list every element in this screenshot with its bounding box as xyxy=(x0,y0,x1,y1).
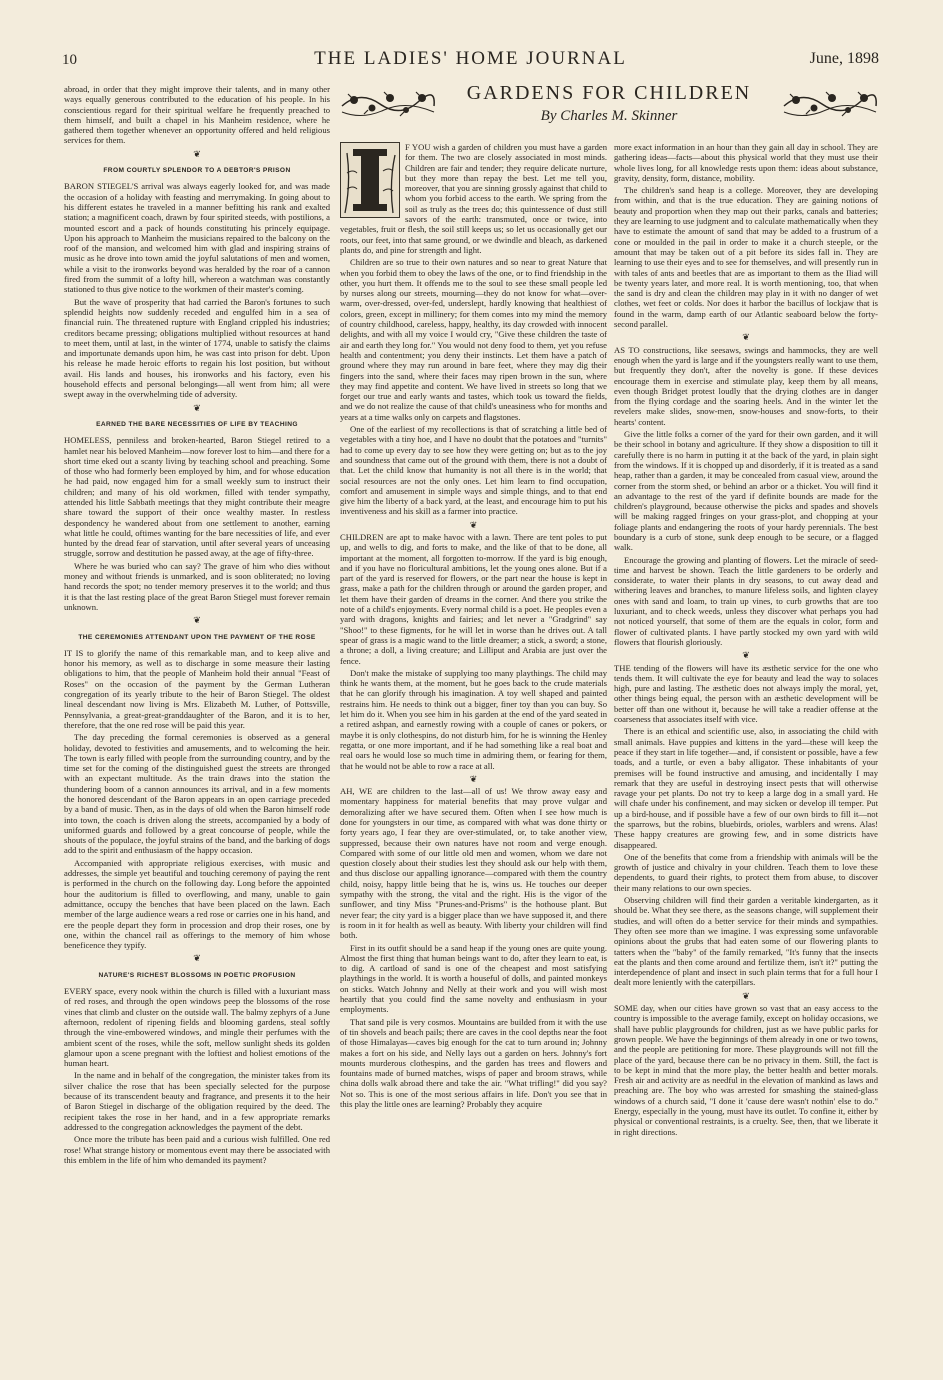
paragraph: One of the earliest of my recollections is that of scratching a little bed of vegetables with a tiny hoe, and I have no doubt that the potatoes and "turnits" had to come up every day to see how they were getting on; but as to the joy and soundness that came out of the ground with them, there is not a doubt of that. Let the child know that humanity is not all there is in the world; that social resources are not the only ones. Let him learn to find occupation, comfort and amusement in simple ways and simple things, and to that end give him the liberty of a back yard, at the least, and encourage him to put his inventiveness and his skill as a farmer into practice. xyxy=(340,424,607,517)
paragraph: THE tending of the flowers will have its æsthetic service for the one who tends them. It will cultivate the eye for beauty and lead the way to solaces high, pure and lasting. The æsthetic does not always imply the moral, yet, other things being equal, the person with an æsthetic development will be better off than one without it, because he will take a readier offense at the coarseness that associates itself with vice. xyxy=(614,662,878,725)
paragraph: The day preceding the formal ceremonies is observed as a general holiday, devoted to festivities and amusements, and to welcoming the heir. The town is early filled with people from the surrounding country, and by the time set for the coming of the distinguished guest the streets are thronged with an expectant multitude. As the train draws into the station the thundering boom of a cannon announces its arrival, and in a few moments the honored descendant of the Baron appears in an open carriage preceded by a band of music. Then, as in the days of old when the Baron himself rode into town, the coach is driven along the streets, accompanied by a body of uniformed guards and followed by a great concourse of people, while the shouts of the populace, the joyful strains of the band, and the barking of dogs add to the spirit and enthusiasm of the happy occasion. xyxy=(64,732,330,856)
ornament-icon: ❦ xyxy=(469,773,478,784)
subhead: THE CEREMONIES ATTENDANT UPON THE PAYMENT OF THE ROSE xyxy=(78,633,316,641)
page-number: 10 xyxy=(62,52,77,68)
article-title-block xyxy=(340,82,878,138)
paragraph: First in its outfit should be a sand heap if the young ones are quite young. Almost the first thing that human beings want to do, after they learn to eat, is to dig. A cartload of sand is one of the cheapest and most satisfying playthings in the world. It is worth a houseful of dolls, and painted monkeys on sticks. Watch Johnny and Nelly at their work and you will wish most heartily that you could find the same novelty and enthusiasm in your employments. xyxy=(340,942,607,1015)
paragraph: Give the little folks a corner of the yard for their own garden, and it will be their school in botany and agriculture. If they show a disposition to till it carefully there is no harm in putting it at the back of the yard, in plain sight from the windows. If it is chopped up and disorderly, if it is treated as a sand heap, rather than a garden, it may be concealed from casual view, around the corner from the storm shed, or behind an arbor or a thicket. You will find it an advantage to the rest of the yard if definite bounds are made for the children's playground, because otherwise the picks and spades and shovels will be making ragged fringes on your grass-plot, and chopping at your foliage plants and endangering the roots of your hardy perennials. The best boundary is a curb of stone, sunk deep enough to be secure, or a flagged walk. xyxy=(614,429,878,553)
ornament-icon: ❦ xyxy=(193,402,201,413)
paragraph: AS TO constructions, like seesaws, swings and hammocks, they are well enough when the yard is large and if the youngsters really want to use them, but frequently they don't, after the novelty is gone. If these devices encourage them in exercise and stimulate play, keep them by all means, even though Bridget protest loudly that the drying clothes are in danger from the flying cordage and the soaring heels. And in the winter let the revelers make slides, snow-men, snow-houses and snow-forts, to their hearts' content. xyxy=(614,344,878,427)
paragraph: Children are so true to their own natures and so near to great Nature that when you forbid them to obey the laws of the one, or to find friendship in the other, you hurt them. It offends me to the soul to see these small people led by nurses along our streets, mourning—they do not know for what—over-warm, over-dressed, over-fed, underslept, hardly knowing that healthiest of colors, green, except in millinery; for them comes into my mind the memory of country childhood, careless, happy, healthy, its day crowded with innocent delights, and with all my voice I would cry, "Give these children the taste of air and earth they long for." You would not deny food to them, yet you refuse health and contentment; you deny their instincts. Let them have a patch of ground where they may run around in bare feet, where they may dig their fingers into the sand, where their faces may ripen brown in the sun, where they may find appetite and content. We have lived in streets so long that we forget our true and early wants and tastes, which took us toward the fields, and we do not realize the cause of that child's uneasiness who for months and years at a time walks only on carpets and flagstones. xyxy=(340,257,607,422)
paragraph: But the wave of prosperity that had carried the Baron's fortunes to such splendid heights now suddenly receded and engulfed him in a sea of financial ruin. The threatened rupture with England crippled his industries; creditors became pressing; obligations multiplied without resources at hand to meet them, until at last, in the winter of 1774, unable to satisfy the claims and importunate demands upon him, he was cast into prison for debt. Upon his release he made heroic efforts to regain his lost position, but without avail. His lands and houses, his ironworks and his factory, even his household effects and personal belongings—all went from him; all were swept away in the overwhelming tide of adversity. xyxy=(64,296,330,400)
paragraph: AH, WE are children to the last—all of us! We throw away easy and momentary happiness for material benefits that may prove vulgar and demoralizing after we have secured them. Often when I see how much is done for youngsters in our time, as compared with what was done thirty or forty years ago, I fear they are over-stimulated, or, to take another view, suppressed, because their own natures have not room and verge enough. Compared with some of our little old men and women, whom we dare not question closely about their studies lest they should ask our help with them, and thus disclose our appalling ignorance—compared with them the country child, noisy, happy little being that he is, wins us. He touches our deeper sympathy with the strong, the vital and the right. His is the vigor of the sunflower, and tiny Miss "Prunes-and-Prisms" is the hothouse plant. But never fear; the city yard is a bigger place than we have supposed it, and there is room in it for health as well as beauty. With liberty your children will find both. xyxy=(340,786,607,941)
left-column xyxy=(64,84,330,1284)
middle-column xyxy=(340,142,607,1312)
ornament-icon: ❦ xyxy=(193,953,201,964)
paragraph: HOMELESS, penniless and broken-hearted, Baron Stiegel retired to a hamlet near his beloved Manheim—now forever lost to him—and there for a short time eked out a scanty living by teaching school and preaching. Some of those who had formerly been employed by him, and for whose education he had paid, now engaged him for a small weekly sum to instruct their children; and many of his old workmen, filled with tender sympathy, attended his little Sabbath meetings that they might contribute their meagre share toward the support of their once wealthy master. In restless despondency he wandered about from one settlement to another, earning what little he could, oftimes wanting for the bare necessities of life, and ever hunted by the dread fear of starvation, until after several years of unceasing struggle, sorrow and destitution he passed away, at the age of fifty-three. xyxy=(64,435,330,559)
paragraph: more exact information in an hour than they gain all day in school. They are gathering ideas—facts—about this physical world that they must use their whole lives long, for all knowledge rests upon them: ideas about substance, gravity, density, form, distance, mobility. xyxy=(614,142,878,183)
ornament-icon: ❦ xyxy=(742,650,750,661)
floral-vine-ornament-icon xyxy=(782,86,878,120)
ornament-icon: ❦ xyxy=(469,519,478,530)
paragraph: IT IS to glorify the name of this remarkable man, and to keep alive and honor his memory, as well as to discharge in some measure their lasting obligations to him, that the people of Manheim hold their annual "Feast of Roses" on the occasion of the payment by the German Lutheran congregation of its yearly tribute to the heir of Baron Stiegel. The oldest lineal descendant now living is Mrs. Elizabeth M. Luther, of Pottsville, Pennsylvania, a great-great-granddaughter of the Baron, and it is to her, therefore, that the one red rose will be paid this year. xyxy=(64,647,330,730)
illustrated-initial-i-icon xyxy=(340,142,400,218)
ornament-icon: ❦ xyxy=(193,615,201,626)
ornament-icon: ❦ xyxy=(742,332,750,343)
paragraph: Encourage the growing and planting of flowers. Let the miracle of seed-time and harvest be shown. Teach the little gardeners to be orderly and considerate, to water their plants in dry seasons, to cut away dead and withering leaves and branches, to manure lifeless soils, and lighten clayey ones with sand and loam, to train up vines, to curb growths that are too luxuriant, and to check weeds, unless they discover what perhaps you had not noticed yourself, that some of them are the equals in color, form and flower of cultivated plants. I have partly stocked my own yard with wild flowers that flourish gloriously. xyxy=(614,554,878,647)
paragraph: abroad, in order that they might improve their talents, and in many other ways equally generous contributed to the education of his people. In his conscientious regard for their spiritual welfare he frequently preached to them himself, and built a chapel in his Manheim residence, where he gathered them together whenever an opportunity offered and held religious services for them. xyxy=(64,84,330,146)
masthead: THE LADIES' HOME JOURNAL xyxy=(314,48,627,69)
paragraph: CHILDREN are apt to make havoc with a lawn. There are tent poles to put up, and wells to dig, and forts to make, and the like of that to be done, all important at the moment, all forgotten to-morrow. If the yard is big enough, and if you have no floricultural ambitions, let the young ones alone. But if a part of the yard is reserved for flowers, or the part near the house is kept in grass, make a path for the children through or around the garden proper, and let them have their garden of dreams in the corner. And there you strike the note of a child's enjoyments. Every normal child is a poet. He peoples even a yard with dragons, knights and fairies; and let never a "Gradgrind" say "Shoo!" to these figments, for he will let in worse than he drives out. A tall spear of grass is a magic wand to the little dreamer; a stick, a sword; a stone, a throne; a doll, a living creature; and Lilliput and Arabia are just over the fence. xyxy=(340,531,607,666)
paragraph: Where he was buried who can say? The grave of him who dies without money and without friends is unmarked, and is soon obliterated; no loving hand records the spot; no tender memory preserves it to the world; and thus it is that the last resting place of the great Baron Stiegel must forever remain unknown. xyxy=(64,560,330,612)
paragraph: F YOU wish a garden of children you must have a garden for them. The two are closely associated in most minds. Children are fair and tender; they require delicate nurture, but they more than repay the best. Let me tell you, moreover, that you are sinning grossly against that child to whom you forbid access to the earth. We spring from the soil as truly as the trees do; this quintessence of dust still savors of the earth: transmuted, once or twice, into vegetables, fruit or flesh, the soil still keeps us; so let us occasionally get our roots, our feet, into that same ground, or we dwindle and bleach, as darkened plants do, and pine for strength and light. xyxy=(340,142,607,255)
page-header xyxy=(62,48,879,76)
article-title: GARDENS FOR CHILDREN xyxy=(466,82,752,104)
paragraph: That sand pile is very cosmos. Mountains are builded from it with the use of tin shovels and beach pails; there are caves in the cool depths near the foot of those Himalayas—caves big enough for the cat to turn around in; Johnny makes a fort on his side, and Nelly lays out a garden on hers. Johnny's fort mounts murderous clothespins, and the garden has trees and flowers and fountains made of burned matches, wisps of paper and broom straws, while china dolls walk abroad there and take the air. "What trifling!" did you say? Not so. This is one of the most serious affairs in life. Don't you see that in this play the little ones are learning? Probably they acquire xyxy=(340,1016,607,1110)
paragraph: There is an ethical and scientific use, also, in associating the child with small animals. Have puppies and kittens in the yard—these will keep the peace if they start in life together—and, if consistent or possible, have a few toads, and a turtle, or even a baby alligator. These inhabitants of your premises will be found instructive and amusing, and incidentally I may remark that they are useful in destroying insect pests that will otherwise ravage your pet plants. Do not try to keep a large dog in a small yard. He will chafe under his confinement, and may sicken or develop ill temper. Put up a bird-house, and if possible have a few of our own birds to fill it—not the sparrows, but the robins, bluebirds, orioles, warblers and wrens. Alas! These happy creatures are growing few, and in some districts have disappeared. xyxy=(614,726,878,850)
paragraph: EVERY space, every nook within the church is filled with a luxuriant mass of red roses, and through the open windows peep the blossoms of the rose vines that climb and cluster on the outside wall. The balmy zephyrs of a June afternoon, redolent of ripening fields and blooming gardens, steal softly through the vine-embowered windows, and mingle their perfumes with the ambient scent of the roses, while the soft, mellow sunlight sheds its golden glamour upon a scene pregnant with the loftiest and holiest emotions of the human heart. xyxy=(64,986,330,1069)
paragraph: Don't make the mistake of supplying too many playthings. The child may think he wants them, at the moment, but he goes back to the crude materials that he can glorify through his imagination. A toy well shaped and painted restrains him. He needs to think out a bigger, finer toy than you can buy. So let him do it. When you see him in his garden at the end of the yard seated in a retired ashpan, and earnestly rowing with a couple of canes or pokers, or maybe it is only clothespins, do not disturb him, for he is winning the Henley regatta, or one more important, and if he had something like a real boat and real oars he would lose so much time in admiring them, or fearing for them, that he would not be able to row a race at all. xyxy=(340,667,607,771)
paragraph: The children's sand heap is a college. Moreover, they are developing from within, and that is the true education. They are gaining notions of beauty and proportion when they map out their parks, canals and batteries; they are learning to use judgment and to calculate mathematically when they have to estimate the amount of sand that may be added to a frustrum of a cone or moulded in the pail in order to make it a church steeple, or the amount that may be taken out of a pit before its sides fall in. They are learning to use their eyes and to see for themselves, and will presently run in with tales of ants and beetles that are as important to them as the Iliad will be twenty years later, and more real. It is worth mentioning, too, that when the sand is dry and clean the children may play in it with no danger of wet clothes, wet feet or colds. Nor does it harbor the bacillus of lockjaw that is found in the warm, damp earth of our Atlantic seaboard below the forty-second parallel. xyxy=(614,185,878,330)
floral-vine-ornament-icon xyxy=(340,86,436,120)
issue-date: June, 1898 xyxy=(809,50,879,67)
paragraph: In the name and in behalf of the congregation, the minister takes from its silver chalice the rose that has been specially selected for the purpose because of its transcendent beauty and fragrance, and presents it to the heir of Baron Stiegel in discharge of the obligation required by the deed. The recipient takes the rose in her hand, and in a few appropriate remarks addressed to the congregation acknowledges the payment of the debt. xyxy=(64,1070,330,1132)
right-column xyxy=(614,142,878,1312)
article-byline: By Charles M. Skinner xyxy=(540,108,678,124)
paragraph: SOME day, when our cities have grown so vast that an easy access to the country is impossible to the average family, except on holiday occasions, we shall have public playgrounds for children, just as we have public parks for grown people. We have the beginnings of them already in one or two towns, and the people are petitioning for more. These playgrounds will not fill the place of the yard, because there can be no privacy in them. Still, the fact is to be kept in mind that the more play, the better health and better morals. Fresh air and activity are as needful in the elevation of mankind as laws and preaching are. The boy who was arrested for smashing the stained-glass windows of a church said, "I done it 'cause dere wasn't nothin' else to do." Energy, especially in the young, must have its outlet. To confine it, either by physical or conventional restraints, is a cruelty. See, then, that we liberate it in right directions. xyxy=(614,1003,878,1137)
paragraph: Once more the tribute has been paid and a curious wish fulfilled. One red rose! What strange history or momentous event may there be associated with this emblem in the life of him who demanded its payment? xyxy=(64,1134,330,1165)
subhead: EARNED THE BARE NECESSITIES OF LIFE BY TEACHING xyxy=(96,420,298,428)
paragraph: BARON STIEGEL'S arrival was always eagerly looked for, and was made the occasion of a holiday with feasting and merrymaking. In going about to his different estates he traveled in a manner befitting his rank and exalted station; a magnificent coach, drawn by four spirited steeds, with postilions, a mounted escort and a pack of hounds constituting his princely equipage. Upon his approach to Manheim the musicians repaired to the balcony on the roof of the mansion, and welcomed him with glad and inspiring strains of music as he drove into town amid the joyful salutations of men and women, while a visit to the ironworks beyond was heralded by the roar of a cannon fired from the summit of a lofty hill, whereon a watchman was constantly stationed to thus give notice to the workmen of their master's coming. xyxy=(64,181,330,295)
subhead: FROM COURTLY SPLENDOR TO A DEBTOR'S PRISON xyxy=(103,167,291,175)
paragraph: One of the benefits that come from a friendship with animals will be the growth of justice and chivalry in your children. Teach them to love these dependents, to guard their rights, to protect them from abuse, to discover their many relations to our own species. xyxy=(614,851,878,893)
paragraph: Observing children will find their garden a veritable kindergarten, as it should be. What they see there, as the seasons change, will supplement their studies, and will often do a better service for their minds and sympathies. They often see more than we imagine. I was expressing some unfavorable opinions about the grubs that had eaten some of our flowering plants to tatters when the "baby" of the family remarked, "It's funny that the insects eat the plants and then come around and fertilize them, isn't it?" putting the interdependence of plant and insect in such plain terms that for a full hour I dealt more leniently with the caterpillars. xyxy=(614,895,878,988)
paragraph: Accompanied with appropriate religious exercises, with music and addresses, the simple yet beautiful and touching ceremony of paying the rent is performed in the church on the following day. Long before the appointed hour the auditorium is filled to overflowing, and many, unable to gain admittance, occupy the benches that have been placed on the lawn. Each member of the large audience wears a red rose or carries one in his hand, and ere the people depart they form in procession and drop their roses, one by one, within the chancel rail as offerings to the memory of him whose beneficence they typify. xyxy=(64,857,330,951)
ornament-icon: ❦ xyxy=(742,990,750,1001)
subhead: NATURE'S RICHEST BLOSSOMS IN POETIC PROFUSION xyxy=(98,971,296,979)
ornament-icon: ❦ xyxy=(193,148,201,159)
